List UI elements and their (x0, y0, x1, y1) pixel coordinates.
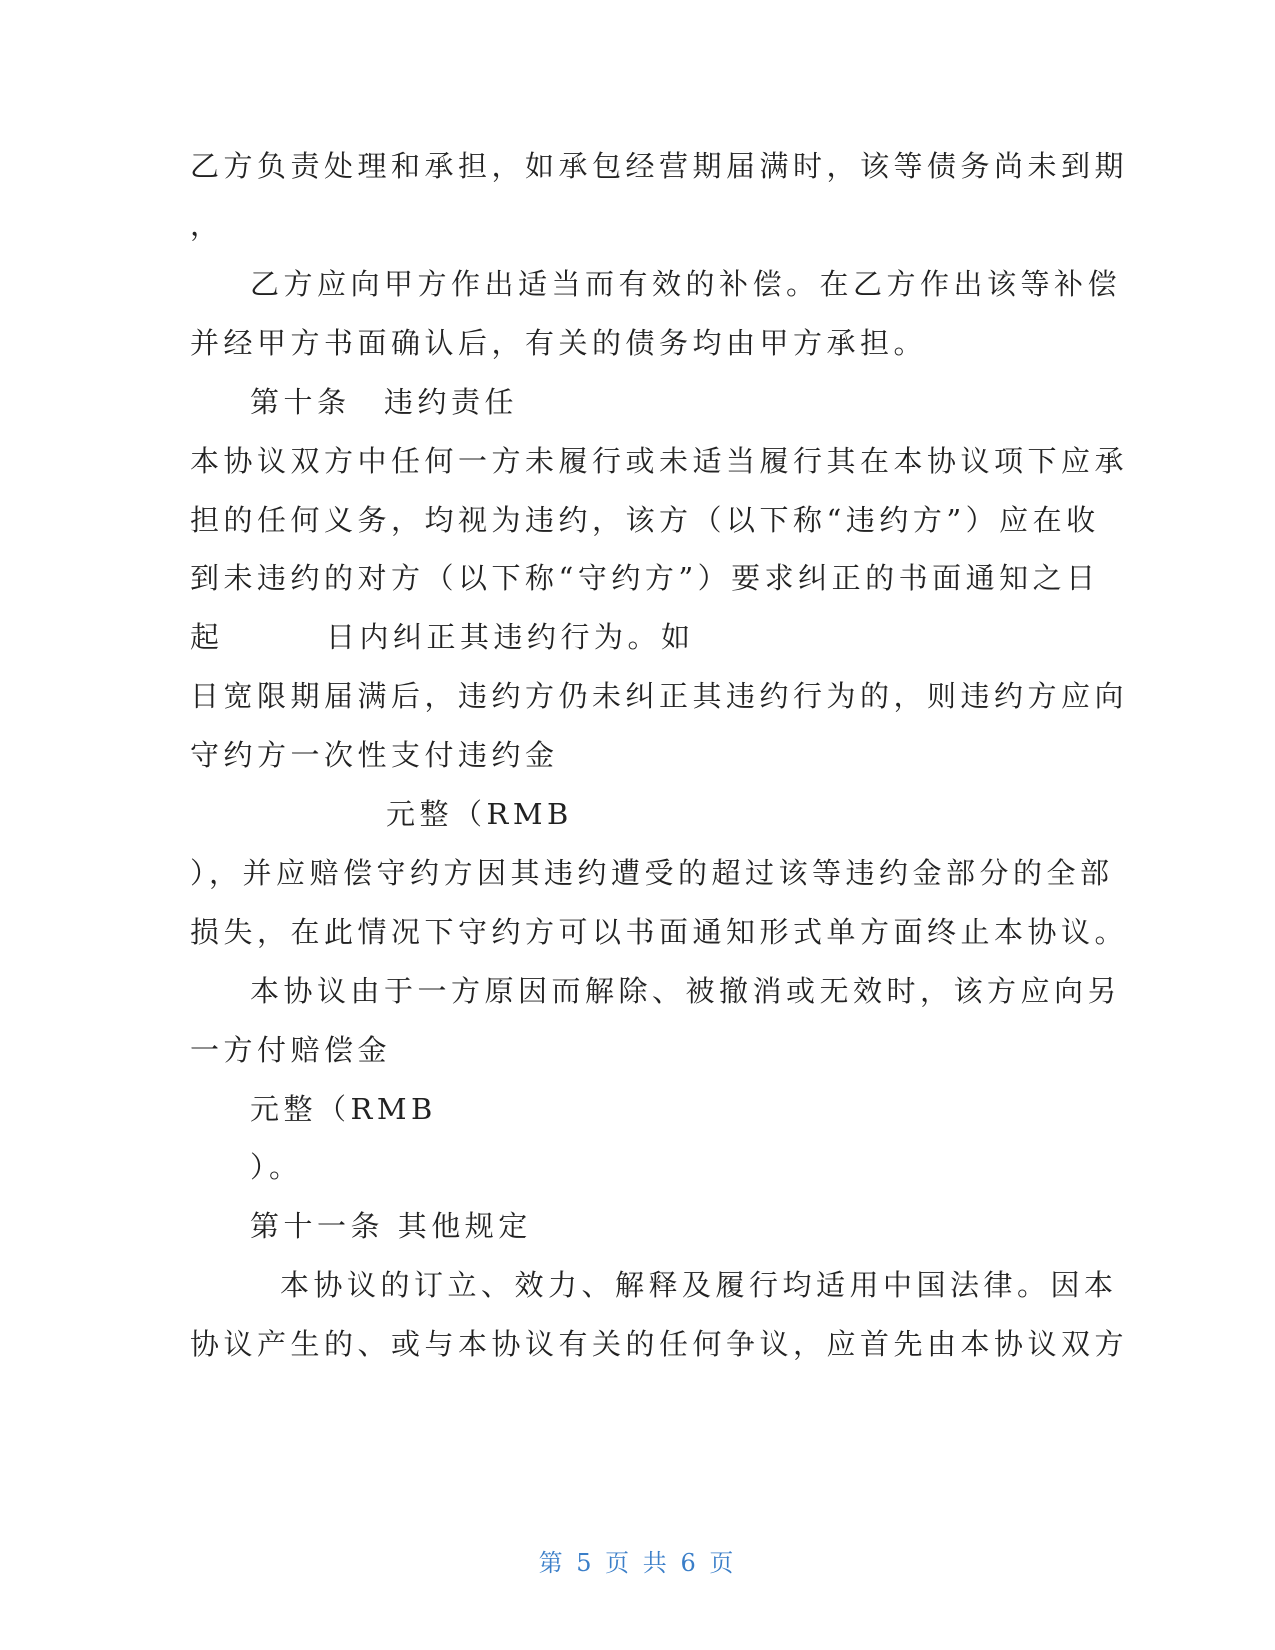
text-line: ， (190, 208, 224, 242)
text-line: 并经甲方书面确认后，有关的债务均由甲方承担。 (190, 326, 928, 360)
text-line: 到未违约的对方（以下称“守约方”）要求纠正的书面通知之日 (190, 561, 1100, 595)
text-line: 本协议的订立、效力、解释及履行均适用中国法律。因本 (280, 1268, 1118, 1302)
text-line: 元整（RMB (250, 1092, 437, 1126)
text-line: 损失，在此情况下守约方可以书面通知形式单方面终止本协议。 (190, 915, 1129, 949)
text-line: 协议产生的、或与本协议有关的任何争议，应首先由本协议双方 (190, 1327, 1129, 1361)
page-number-footer: 第 5 页 共 6 页 (538, 1549, 737, 1577)
text-line: 乙方负责处理和承担，如承包经营期届满时，该等债务尚未到期 (190, 149, 1129, 183)
text-line: 守约方一次性支付违约金 (190, 738, 559, 772)
text-line: 本协议由于一方原因而解除、被撤消或无效时，该方应向另 (250, 974, 1122, 1008)
section-heading: 第十一条 其他规定 (250, 1209, 532, 1243)
text-line: 日宽限期届满后，违约方仍未纠正其违约行为的，则违约方应向 (190, 679, 1129, 713)
text-line: 担的任何义务，均视为违约，该方（以下称“违约方”）应在收 (190, 503, 1100, 537)
text-line: 起 (190, 620, 224, 654)
section-heading: 第十条 违约责任 (250, 385, 519, 419)
text-line: ），并应赔偿守约方因其违约遭受的超过该等违约金部分的全部 (190, 856, 1114, 890)
text-line: 本协议双方中任何一方未履行或未适当履行其在本协议项下应承 (190, 444, 1129, 478)
text-line: 日内纠正其违约行为。如 (326, 620, 695, 654)
text-line: 一方付赔偿金 (190, 1033, 392, 1067)
text-line: 乙方应向甲方作出适当而有效的补偿。在乙方作出该等补偿 (250, 267, 1122, 301)
text-line: 元整（RMB (386, 797, 573, 831)
text-line: ）。 (250, 1150, 303, 1184)
